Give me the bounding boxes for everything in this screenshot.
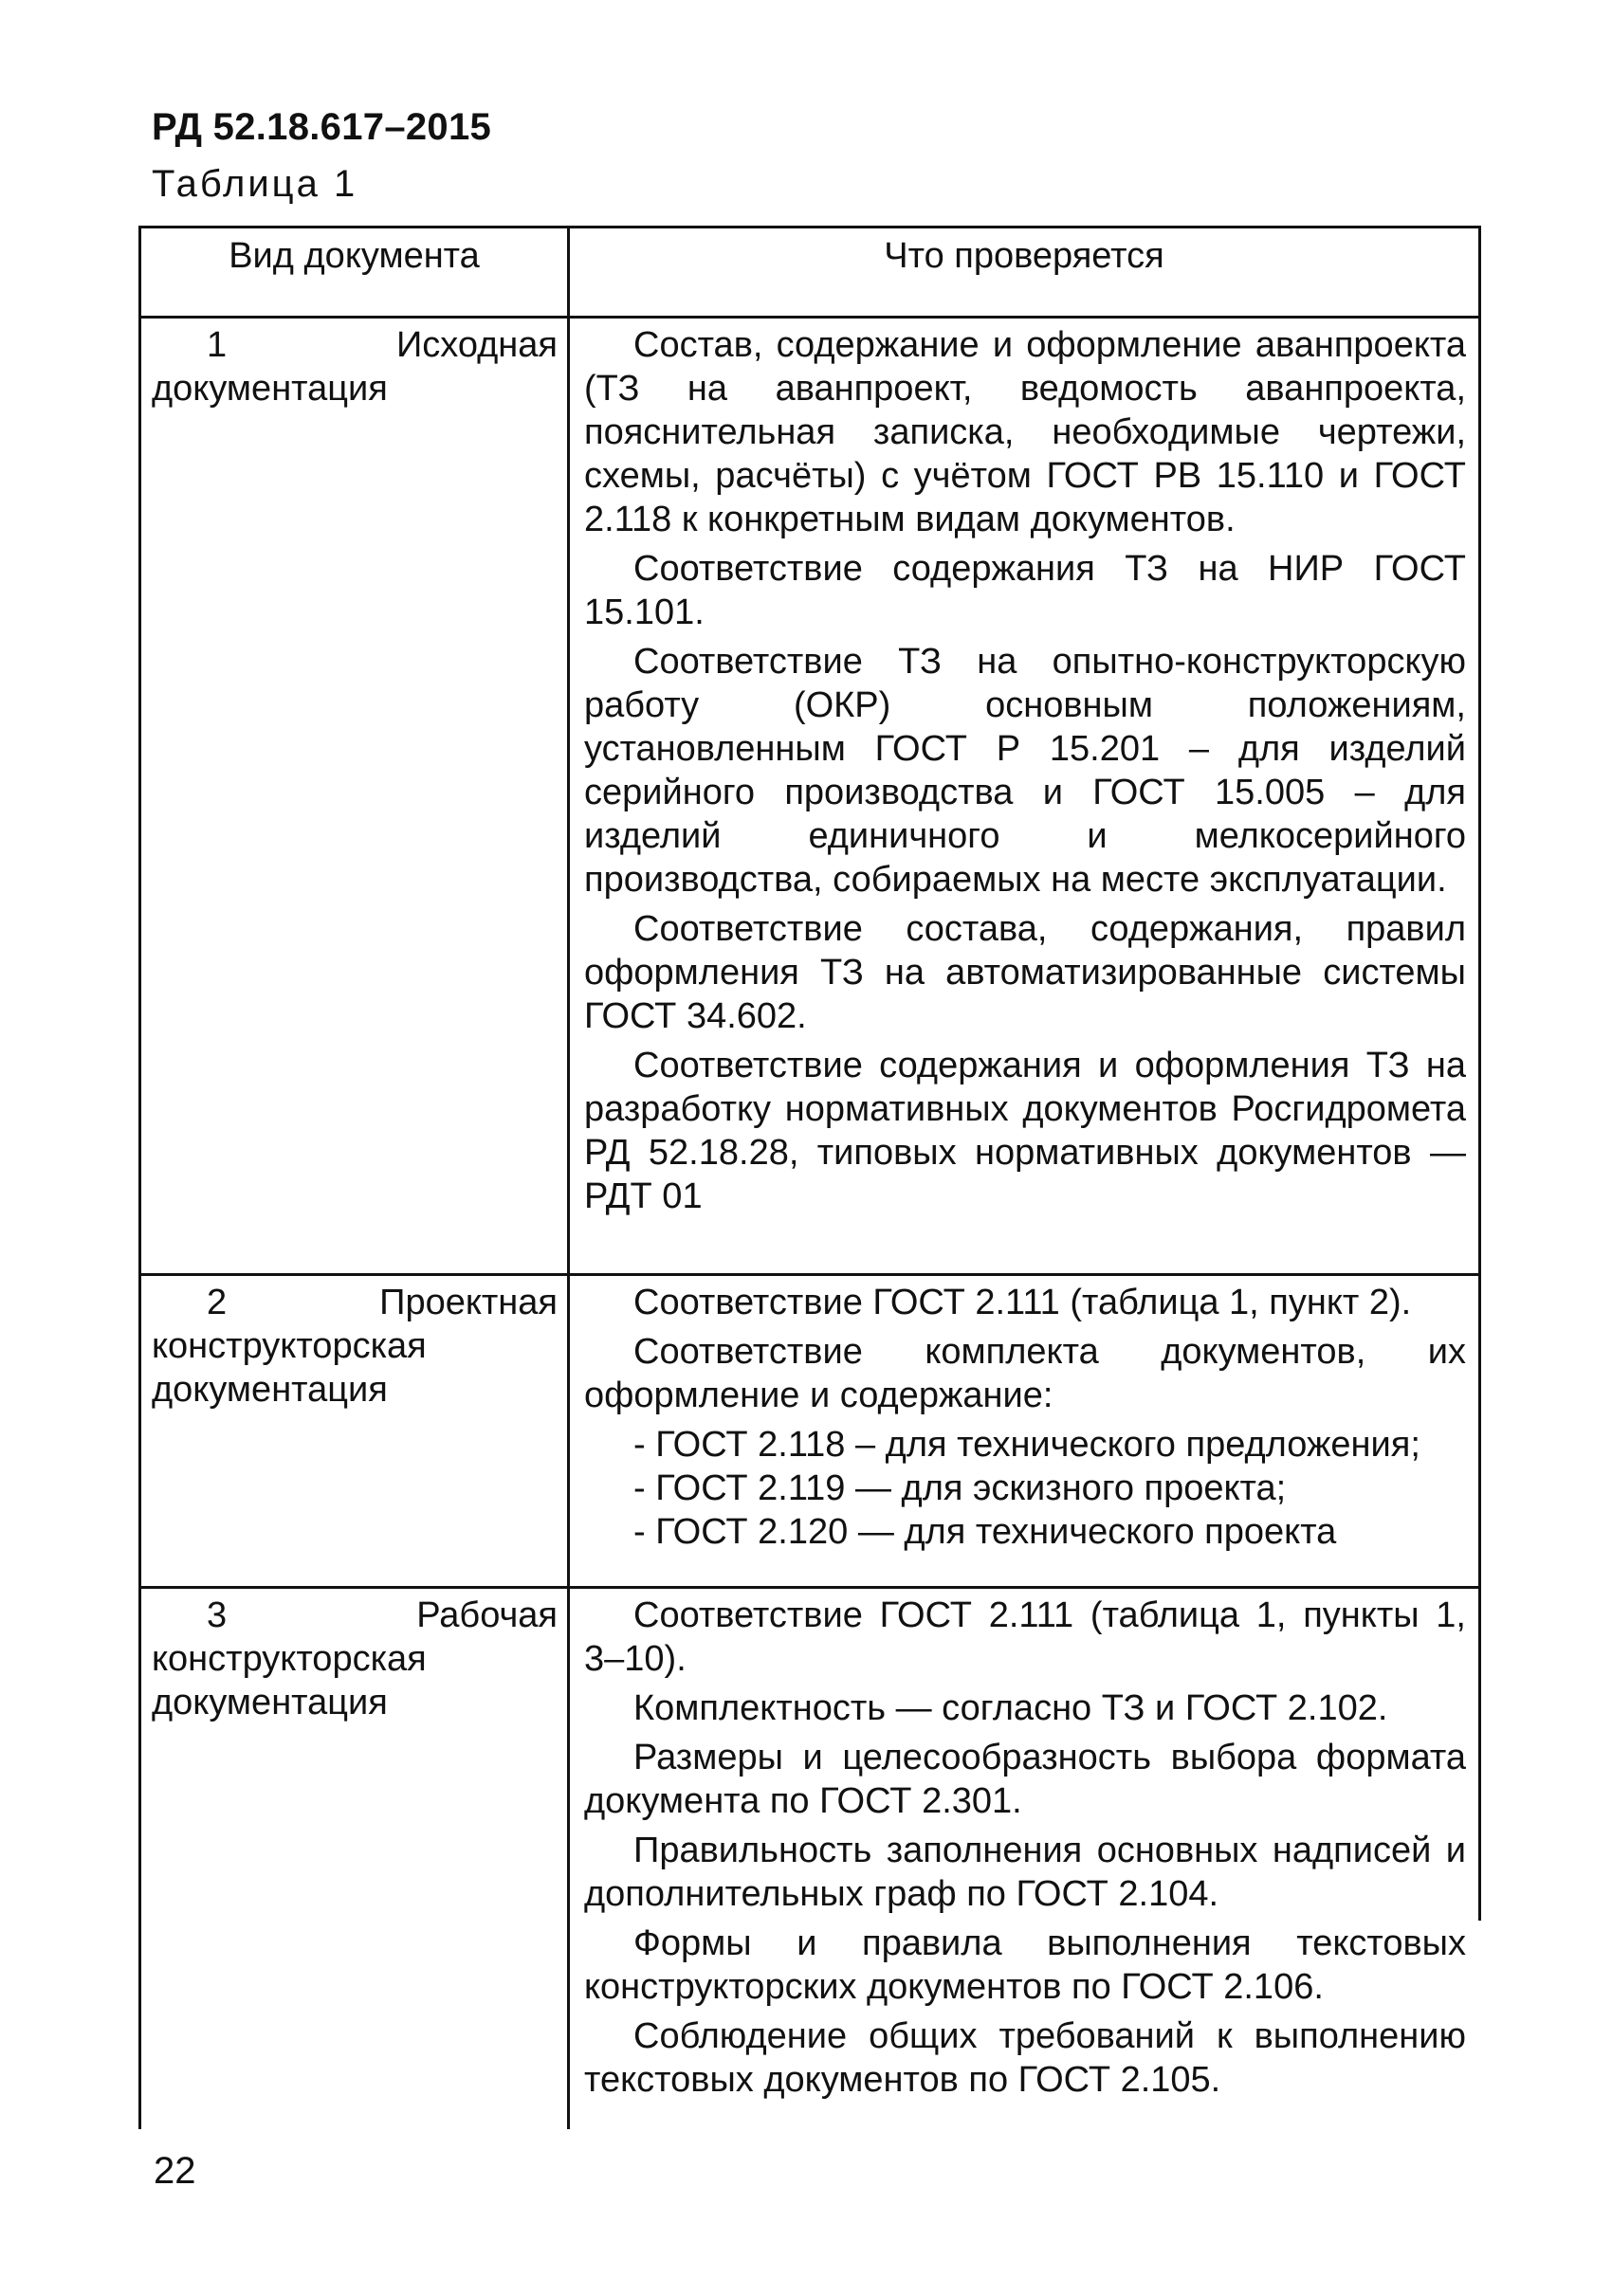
row-2-check-2: Соответствие комплекта документов, их оформление и содержание: xyxy=(584,1332,1466,1415)
document-table xyxy=(138,226,1481,2129)
header-divider xyxy=(138,316,1481,319)
table-border-left xyxy=(138,228,141,2129)
table-border-right xyxy=(1478,228,1481,1921)
row-2-check-1: Соответствие ГОСТ 2.111 (таблица 1, пункт 2). xyxy=(633,1283,1412,1322)
column-header-document-type: Вид документа xyxy=(229,236,480,276)
row-3-check-3: Размеры и целесообразность выбора формата документа по ГОСТ 2.301. xyxy=(584,1738,1466,1821)
row-2-type-text: 2 Проектная конструкторская документация xyxy=(152,1283,558,1410)
table-row-1-type xyxy=(152,323,558,410)
document-code: РД 52.18.617–2015 xyxy=(152,106,492,148)
row-3-check-2: Комплектность — согласно ТЗ и ГОСТ 2.102. xyxy=(633,1688,1388,1728)
row-1-divider xyxy=(138,1273,1481,1276)
row-3-check-4: Правильность заполнения основных надписей и дополнительных граф по ГОСТ 2.104. xyxy=(584,1831,1466,1914)
row-1-check-1: Состав, содержание и оформление аванпроекта (ТЗ на аванпроект, ведомость аванпроекта, пояснительная записка, необходимые чертежи, схемы, расчёты) с учётом ГОСТ РВ 15.110 и ГОСТ 2.118 к конкретным видам документов. xyxy=(584,325,1466,539)
row-3-type-text: 3 Рабочая конструкторская документация xyxy=(152,1595,558,1722)
row-1-check-3: Соответствие ТЗ на опытно-конструкторскую работу (ОКР) основным положениям, установленным ГОСТ Р 15.201 – для изделий серийного производства и ГОСТ 15.005 – для изделий единичного и мелкосерийного производства, собираемых на месте эксплуатации. xyxy=(584,642,1466,900)
row-1-check-2: Соответствие содержания ТЗ на НИР ГОСТ 15.101. xyxy=(584,549,1466,632)
row-2-list-item-1: - ГОСТ 2.118 – для технического предложения; xyxy=(633,1425,1420,1465)
row-3-check-6: Соблюдение общих требований к выполнению текстовых документов по ГОСТ 2.105. xyxy=(584,2016,1466,2100)
table-row-3-type xyxy=(152,1594,558,1724)
row-2-list-item-3: - ГОСТ 2.120 — для технического проекта xyxy=(633,1512,1337,1552)
row-3-check-1: Соответствие ГОСТ 2.111 (таблица 1, пункты 1, 3–10). xyxy=(584,1595,1466,1679)
row-2-list-item-2: - ГОСТ 2.119 — для эскизного проекта; xyxy=(633,1468,1287,1508)
table-row-2-type xyxy=(152,1281,558,1412)
column-header-what-is-checked: Что проверяется xyxy=(884,236,1164,276)
row-3-check-5: Формы и правила выполнения текстовых конструкторских документов по ГОСТ 2.106. xyxy=(584,1923,1466,2007)
page-number: 22 xyxy=(154,2150,196,2192)
row-2-divider xyxy=(138,1586,1481,1589)
row-1-check-4: Соответствие состава, содержания, правил оформления ТЗ на автоматизированные системы ГОСТ 34.602. xyxy=(584,909,1466,1036)
row-1-type-text: 1 Исходная документация xyxy=(152,325,558,409)
table-column-divider xyxy=(567,228,570,2129)
table-row-3-checks xyxy=(584,1594,1466,2107)
table-row-2-checks xyxy=(584,1281,1466,1554)
table-row-1-checks xyxy=(584,323,1466,1224)
row-1-check-5: Соответствие содержания и оформления ТЗ на разработку нормативных документов Росгидромета РД 52.18.28, типовых нормативных документов — РДТ 01 xyxy=(584,1046,1466,1216)
table-caption: Таблица 1 xyxy=(152,163,358,205)
